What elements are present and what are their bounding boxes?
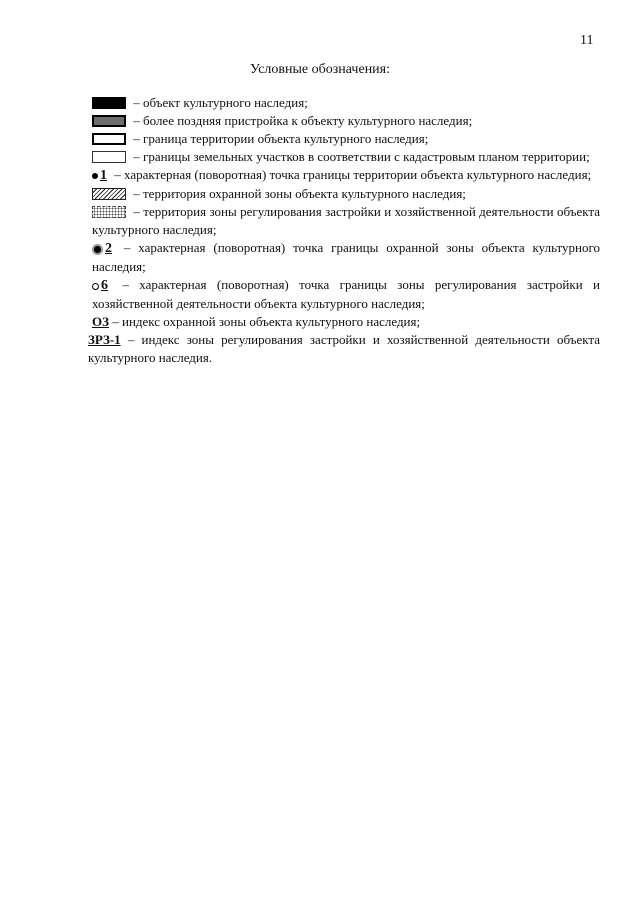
black-fill-swatch-icon <box>92 97 126 109</box>
legend-entry-text: – территория охранной зоны объекта культурного наследия; <box>133 186 466 201</box>
legend-entry-regulation-index <box>88 331 600 367</box>
legend-entry-text: – характерная (поворотная) точка границы территории объекта культурного наследия; <box>114 167 592 182</box>
legend-entry-land-plots <box>92 148 600 166</box>
small-dot-icon <box>92 173 98 179</box>
legend-entry-regulation-zone <box>92 203 600 239</box>
point-number: 2 <box>105 241 112 256</box>
legend-entry-text: – индекс охранной зоны объекта культурного наследия; <box>112 314 421 329</box>
legend-entry-text: – объект культурного наследия; <box>133 95 308 110</box>
dotted-swatch-icon <box>92 206 126 218</box>
legend-entry-text: – граница территории объекта культурного наследия; <box>133 131 429 146</box>
legend-entry-regulation-zone-point <box>92 276 600 313</box>
legend-list <box>88 94 601 367</box>
grey-fill-swatch-icon <box>92 115 126 127</box>
ringed-dot-icon <box>92 244 103 255</box>
legend-entry-text: – характерная (поворотная) точка границы зоны регулирования застройки и хозяйственной деятельности объекта культурного наследия; <box>92 277 601 311</box>
legend-entry-text: – характерная (поворотная) точка границы охранной зоны объекта культурного наследия; <box>92 240 601 274</box>
legend-entry-text: – границы земельных участков в соответствии с кадастровым планом территории; <box>133 149 590 164</box>
hatched-swatch-icon <box>92 188 126 200</box>
legend-entry-territory-boundary <box>92 130 600 148</box>
bold-outline-swatch-icon <box>92 133 126 145</box>
legend-title: Условные обозначения: <box>249 62 391 77</box>
legend-entry-heritage-object <box>92 94 600 112</box>
legend-entry-later-extension <box>92 112 600 130</box>
legend-entry-protection-zone <box>92 185 600 203</box>
legend-entry-text: – территория зоны регулирования застройки и хозяйственной деятельности объекта культурного наследия; <box>92 204 601 237</box>
zone-index-label: ЗРЗ-1 <box>88 332 121 347</box>
legend-entry-text: – более поздняя пристройка к объекту культурного наследия; <box>133 113 473 128</box>
point-number: 6 <box>101 278 108 293</box>
page-number: 11 <box>580 33 594 48</box>
open-dot-icon <box>92 283 99 290</box>
legend-entry-territory-point <box>92 166 600 185</box>
legend-entry-protection-index <box>92 313 600 331</box>
zone-index-label: ОЗ <box>92 314 109 329</box>
point-number: 1 <box>100 168 107 183</box>
legend-entry-protection-zone-point <box>92 239 600 276</box>
thin-outline-swatch-icon <box>92 151 126 163</box>
legend-entry-text: – индекс зоны регулирования застройки и хозяйственной деятельности объекта культурного наследия. <box>88 332 600 365</box>
